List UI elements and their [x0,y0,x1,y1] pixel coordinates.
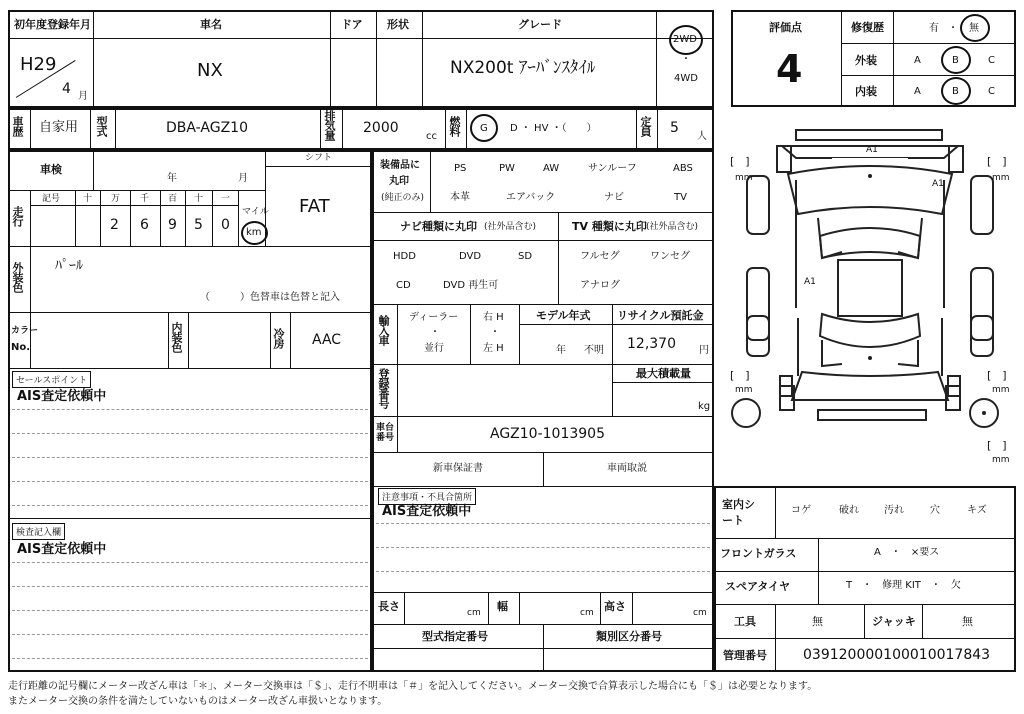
navi-sd: SD [518,251,533,262]
windshield-label: フロントガラス [720,547,797,560]
displacement-value: 2000 [363,120,399,136]
import-label: 輸入車 [377,315,390,345]
diagram-mark-3: A1 [804,277,816,287]
car-name-label: 車名 [200,18,222,31]
navi-dvd-play: DVD 再生可 [443,280,499,291]
tools-label: 工具 [734,615,756,628]
exterior-color-value: ﾊﾟｰﾙ [55,258,83,274]
length-label: 長さ [378,600,400,613]
exterior-label: 外装 [855,54,877,67]
ac-value: AAC [312,332,342,348]
type-designation-label: 型式指定番号 [422,630,488,643]
shift-value: FAT [299,196,330,217]
first-reg-year: H29 [20,54,57,75]
tools-value: 無 [812,615,823,628]
shaken-month-unit: 月 [238,173,248,184]
repair-label: 修復歴 [851,21,884,34]
first-reg-month: 4 [62,81,71,97]
bracket-rl: [ ] [730,369,750,382]
control-no-value: 039120000100010017843 [803,647,991,663]
navi-header: ナビ種類に丸印 [400,220,477,233]
import-dot: ・ [430,327,440,338]
car-damage-diagram [722,118,1018,478]
mm-rl: mm [735,385,753,395]
width-label: 幅 [497,600,508,613]
digit-3: 6 [140,217,149,233]
equip-ps: PS [454,163,467,174]
digit-header-4: 百 [168,194,178,204]
caution-text: AIS査定依頼中 [382,504,472,519]
equip-navi: ナビ [604,192,624,203]
bracket-spare: [ ] [987,439,1007,452]
jack-value: 無 [962,615,973,628]
first-reg-label: 初年度登録年月 [14,18,91,31]
tv-header: TV 種類に丸印 [572,220,647,233]
model-year-unit: 年 [556,345,566,356]
sheet-tear: 破れ [839,505,859,516]
use-value: 自家用 [39,120,79,135]
caution-tag: 注意事項・不具合箇所 [378,488,476,505]
digit-4: 9 [168,217,177,233]
shaken-label: 車検 [40,163,62,176]
control-no-label: 管理番号 [723,649,767,662]
repair-no: 無 [969,23,979,34]
person-unit: 人 [697,131,707,142]
int-c: C [988,86,995,97]
sheet-scratch: キズ [967,505,987,516]
grade-label: グレード [518,18,562,31]
door-label: ドア [341,18,363,31]
tv-fullseg: フルセグ [580,251,620,262]
digit-header-3: 千 [140,194,150,204]
diagram-mark-2: A1 [932,179,944,189]
grade-value: NX200t ｱｰﾊﾞﾝｽﾀｲﾙ [450,58,596,78]
recycle-value: 12,370 [627,336,676,352]
max-load-label: 最大積載量 [636,367,691,380]
equip-pw: PW [499,163,515,174]
ext-b: B [952,55,959,66]
model-value: DBA-AGZ10 [166,120,248,136]
length-cm: cm [467,608,481,618]
equip-airbag: エアバック [506,192,556,203]
drive-dot: ・ [681,54,691,65]
bracket-fr: [ ] [987,155,1007,168]
spare-label: スペアタイヤ [725,580,791,593]
shape-label: 形状 [387,18,409,31]
equip-sunroof: サンルーフ [588,163,637,174]
footer-line-1: 走行距離の記号欄にメーター改ざん車は「＊」、メーター交換車は「＄」、走行不明車は「＃」を記入してください。メーター交換で合算表示した場合にも「＄」は必要となります。 [8,681,818,692]
km-label: km [246,227,262,238]
cc-unit: cc [426,131,437,142]
spare-options: T ・ 修理 KIT ・ 欠 [846,580,961,591]
digit-header-5: 十 [194,194,204,204]
car-name: NX [197,60,223,81]
sheet-burn: コゲ [791,505,811,516]
sales-point-tag: セールスポイント [12,371,91,388]
digit-5: 5 [194,217,203,233]
score-label: 評価点 [769,21,802,34]
equip-tv: TV [674,192,687,203]
first-reg-month-unit: 月 [78,91,88,102]
tv-analog: アナログ [580,280,620,291]
digit-header-6: 一 [221,194,231,204]
import-dot-2: ・ [490,327,500,338]
interior-sheet-label: 室内シート [722,498,755,527]
footer-line-2: またメーター交換の条件を満たしていないものはメーター改ざん車扱いとなります。 [8,696,388,707]
shift-label: シフト [305,153,333,163]
equipment-header-3: (純正のみ) [381,193,425,203]
use-label: 車歴 [11,116,24,136]
exterior-color-label: 外装色 [11,262,24,292]
navi-dvd: DVD [459,251,482,262]
digit-header-2: 万 [111,194,121,204]
ext-c: C [988,55,995,66]
int-b: B [952,86,959,97]
color-no-label: No. [11,342,31,353]
sales-point-text: AIS査定依頼中 [17,389,107,404]
width-cm: cm [580,608,594,618]
bracket-rr: [ ] [987,369,1007,382]
fuel-g: G [480,123,488,134]
ac-label: 冷房 [272,328,285,348]
fuel-label: 燃料 [448,116,461,136]
dealer: ディーラー [409,312,459,323]
mm-fl: mm [735,173,753,183]
navi-cd: CD [396,280,411,291]
chassis-value: AGZ10-1013905 [490,426,605,442]
warranty: 新車保証書 [433,463,483,474]
mile-label: マイル [242,207,269,217]
height-cm: cm [693,608,707,618]
tv-header-sub: (社外品含む) [646,222,699,232]
digit-2: 2 [110,217,119,233]
sheet-dirt: 汚れ [884,505,904,516]
inspector-tag: 検査記入欄 [12,523,65,540]
yen-unit: 円 [699,345,709,356]
interior-color-label: 内装色 [170,322,183,352]
chassis-label: 車台番号 [376,423,395,443]
ext-a: A [914,55,921,66]
inspector-text: AIS査定依頼中 [17,542,107,557]
equip-abs: ABS [673,163,693,174]
windshield-options: A ・ ×要ス [874,547,940,558]
symbol-label: 記号 [42,194,61,204]
color-change-note: （ ）色替車は色替と記入 [200,292,340,303]
equip-aw: AW [543,163,560,174]
model-year-label: モデル年式 [536,309,591,322]
jack-label: ジャッキ [872,615,916,628]
interior-label: 内装 [855,85,877,98]
left-h: 左 H [483,343,504,354]
kg-unit: kg [698,401,711,412]
digit-header-1: 十 [83,194,93,204]
mm-spare: mm [992,455,1010,465]
tv-oneseg: ワンセグ [650,251,690,262]
category-label: 類別区分番号 [596,630,662,643]
sheet-hole: 穴 [930,505,940,516]
equipment-header-1: 装備品に [380,160,420,171]
mileage-label: 走行 [11,206,24,226]
mm-rr: mm [992,385,1010,395]
drive-4wd: 4WD [674,73,698,84]
parallel: 並行 [424,343,444,354]
model-year-unknown: 不明 [584,345,604,356]
digit-6: 0 [221,217,230,233]
height-label: 高さ [604,600,626,613]
int-a: A [914,86,921,97]
score-value: 4 [776,47,803,91]
repair-dot: ・ [948,23,958,34]
fuel-rest: D ・ HV ・（ ） [510,123,597,134]
capacity-label: 定員 [639,116,652,136]
left-mid-block [8,150,372,672]
color-no-label-top: カラー [11,326,39,336]
capacity-value: 5 [670,120,679,136]
diagram-mark-1: A1 [866,145,878,155]
equipment-header-2: 丸印 [389,176,409,187]
shaken-year-unit: 年 [167,173,177,184]
repair-yes: 有 [929,23,939,34]
mm-fr: mm [992,173,1010,183]
bracket-fl: [ ] [730,155,750,168]
navi-hdd: HDD [393,251,416,262]
manual: 車両取説 [607,463,647,474]
drive-2wd: 2WD [673,34,697,45]
recycle-label: リサイクル預託金 [617,309,704,322]
equip-leather: 本革 [450,192,470,203]
right-h: 右 H [483,312,504,323]
registration-row [8,108,714,150]
model-label: 型式 [95,116,108,136]
displacement-label: 排気量 [323,110,336,140]
navi-header-sub: (社外品含む) [484,222,537,232]
reg-number-label: 登録番号 [377,368,390,408]
